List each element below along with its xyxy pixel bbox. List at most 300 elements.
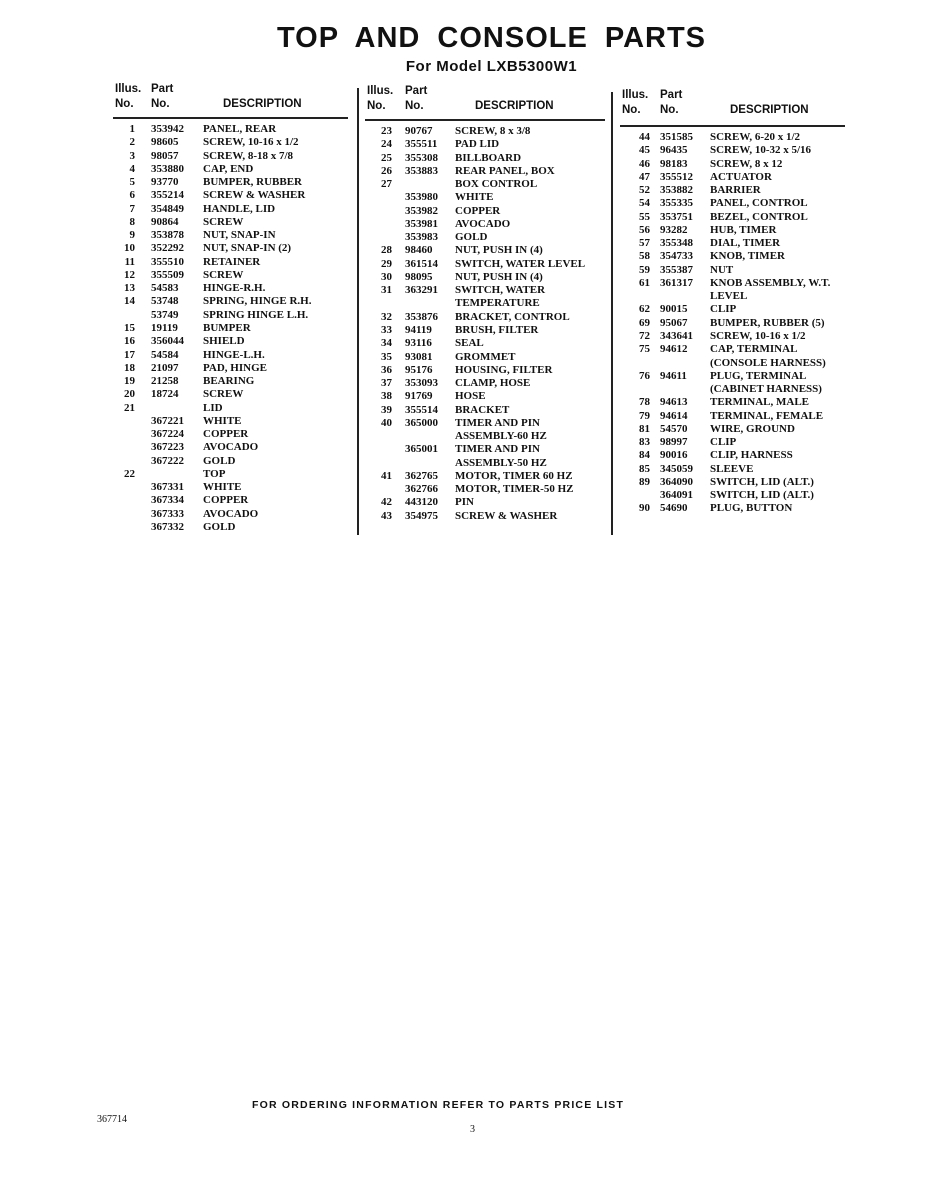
part-no: 353882	[660, 184, 693, 197]
description: HOUSING, FILTER	[455, 363, 553, 376]
column-header	[113, 83, 353, 123]
parts-row	[113, 415, 353, 428]
parts-row	[365, 218, 610, 231]
description: NUT, PUSH IN (4)	[455, 270, 543, 283]
parts-row	[365, 271, 610, 284]
illus-no: 34	[381, 337, 392, 350]
parts-row	[365, 430, 610, 443]
header-part: Part	[660, 89, 683, 101]
parts-row	[113, 295, 353, 308]
header-part: Part	[405, 85, 428, 97]
illus-no: 31	[381, 284, 392, 297]
header-rule	[620, 125, 845, 127]
parts-row	[113, 455, 353, 468]
parts-row	[620, 250, 850, 263]
part-no: 356044	[151, 335, 184, 348]
description: BRACKET, CONTROL	[455, 310, 570, 323]
description: ASSEMBLY-60 HZ	[455, 430, 547, 443]
part-no: 355308	[405, 151, 438, 164]
part-no: 363291	[405, 284, 438, 297]
parts-row	[365, 470, 610, 483]
part-no: 354849	[151, 202, 184, 215]
description: SHIELD	[203, 335, 245, 348]
part-no: 353942	[151, 123, 184, 135]
illus-no: 13	[124, 282, 135, 295]
illus-no: 18	[124, 361, 135, 374]
illus-no: 38	[381, 390, 392, 403]
part-no: 352292	[151, 242, 184, 255]
illus-no: 81	[639, 422, 650, 435]
illus-no: 14	[124, 295, 135, 308]
description: HINGE-L.H.	[203, 348, 265, 361]
parts-row	[620, 396, 850, 409]
parts-row	[620, 330, 850, 343]
header-illus-no: No.	[115, 98, 134, 110]
parts-row	[113, 388, 353, 401]
description: COPPER	[455, 204, 501, 217]
parts-row	[620, 343, 850, 356]
description: TIMER AND PIN	[455, 443, 540, 456]
parts-row	[620, 423, 850, 436]
parts-row	[365, 337, 610, 350]
part-no: 354733	[660, 250, 693, 263]
parts-row	[620, 277, 850, 290]
part-no: 95067	[660, 316, 688, 329]
description: NUT, SNAP-IN (2)	[203, 242, 292, 255]
description: PLUG, TERMINAL	[710, 369, 807, 382]
part-no: 353981	[405, 217, 438, 230]
part-no: 90016	[660, 449, 688, 462]
description: LEVEL	[710, 290, 748, 303]
header-illus: Illus.	[115, 83, 142, 95]
description: SCREW, 8 x 3/8	[455, 125, 531, 137]
illus-no: 84	[639, 449, 650, 462]
description: TEMPERATURE	[455, 297, 540, 310]
header-illus: Illus.	[622, 89, 649, 101]
part-no: 353980	[405, 191, 438, 204]
parts-row	[113, 163, 353, 176]
description: GOLD	[455, 231, 488, 244]
parts-row	[620, 264, 850, 277]
illus-no: 10	[124, 242, 135, 255]
description: SWITCH, WATER LEVEL	[455, 257, 586, 270]
part-no: 353983	[405, 231, 438, 244]
part-no: 367332	[151, 520, 184, 533]
part-no: 93116	[405, 337, 432, 350]
description: SCREW, 10-16 x 1/2	[710, 329, 806, 342]
parts-row	[113, 494, 353, 507]
part-no: 367221	[151, 414, 184, 427]
illus-no: 24	[381, 138, 392, 151]
header-part-no: No.	[660, 104, 679, 116]
description: COPPER	[203, 428, 249, 441]
parts-row	[620, 290, 850, 303]
part-no: 54584	[151, 348, 179, 361]
parts-row	[113, 229, 353, 242]
illus-no: 52	[639, 184, 650, 197]
illus-no: 44	[639, 131, 650, 143]
part-no: 362766	[405, 483, 438, 496]
description: PLUG, BUTTON	[710, 502, 793, 515]
description: AVOCADO	[203, 507, 259, 520]
parts-row	[365, 165, 610, 178]
description: SCREW	[203, 268, 244, 281]
parts-row	[620, 171, 850, 184]
description: WHITE	[203, 481, 242, 494]
illus-no: 62	[639, 303, 650, 316]
description: REAR PANEL, BOX	[455, 164, 555, 177]
illus-no: 57	[639, 237, 650, 250]
parts-row	[365, 138, 610, 151]
parts-row	[365, 390, 610, 403]
description: SCREW & WASHER	[203, 189, 306, 202]
illus-no: 26	[381, 164, 392, 177]
part-no: 98997	[660, 436, 688, 449]
description: GOLD	[203, 520, 236, 533]
part-no: 353883	[405, 164, 438, 177]
illus-no: 3	[129, 149, 135, 162]
part-no: 93081	[405, 350, 433, 363]
description: RETAINER	[203, 255, 261, 268]
description: BUMPER, RUBBER	[203, 176, 303, 189]
description: DIAL, TIMER	[710, 237, 781, 250]
part-no: 354975	[405, 509, 438, 522]
parts-row	[113, 402, 353, 415]
description: NUT	[710, 263, 734, 276]
illus-no: 43	[381, 509, 392, 522]
page-number: 3	[470, 1124, 475, 1135]
parts-row	[113, 508, 353, 521]
illus-no: 12	[124, 268, 135, 281]
illus-no: 21	[124, 401, 135, 414]
part-no: 364090	[660, 475, 693, 488]
model-subtitle: For Model LXB5300W1	[405, 58, 578, 75]
parts-row	[365, 457, 610, 470]
part-no: 355387	[660, 263, 693, 276]
parts-column-2	[365, 85, 610, 523]
part-no: 94611	[660, 369, 687, 382]
description: GOLD	[203, 454, 236, 467]
part-no: 94119	[405, 323, 432, 336]
description: ASSEMBLY-50 HZ	[455, 456, 547, 469]
part-no: 355511	[405, 138, 438, 151]
illus-no: 30	[381, 270, 392, 283]
part-no: 443120	[405, 496, 438, 509]
header-description: DESCRIPTION	[475, 100, 554, 112]
parts-row	[113, 282, 353, 295]
illus-no: 41	[381, 469, 392, 482]
part-no: 361514	[405, 257, 438, 270]
description: PAD, HINGE	[203, 361, 267, 374]
illus-no: 55	[639, 210, 650, 223]
description: ACTUATOR	[710, 170, 772, 183]
part-no: 365001	[405, 443, 438, 456]
parts-row	[365, 231, 610, 244]
illus-no: 5	[129, 176, 135, 189]
part-no: 353751	[660, 210, 693, 223]
description: KNOB, TIMER	[710, 250, 785, 263]
description: BEZEL, CONTROL	[710, 210, 808, 223]
part-no: 95176	[405, 363, 433, 376]
parts-row	[620, 463, 850, 476]
part-no: 361317	[660, 276, 693, 289]
description: MOTOR, TIMER 60 HZ	[455, 469, 573, 482]
parts-row	[113, 269, 353, 282]
parts-row	[620, 144, 850, 157]
header-illus-no: No.	[622, 104, 641, 116]
description: SEAL	[455, 337, 484, 350]
part-no: 353878	[151, 229, 184, 242]
description: BOX CONTROL	[455, 178, 538, 191]
illus-no: 46	[639, 157, 650, 170]
header-description: DESCRIPTION	[223, 98, 302, 110]
parts-row	[365, 284, 610, 297]
description: SWITCH, WATER	[455, 284, 546, 297]
description: MOTOR, TIMER-50 HZ	[455, 483, 574, 496]
part-no: 94612	[660, 343, 688, 356]
parts-row	[620, 317, 850, 330]
illus-no: 6	[129, 189, 135, 202]
description: BUMPER	[203, 321, 251, 334]
illus-no: 15	[124, 321, 135, 334]
part-no: 365000	[405, 416, 438, 429]
column-header	[620, 89, 850, 131]
part-no: 21258	[151, 375, 179, 388]
parts-row	[620, 237, 850, 250]
illus-no: 28	[381, 244, 392, 257]
parts-row	[620, 410, 850, 423]
illus-no: 1	[129, 123, 135, 135]
part-no: 98605	[151, 136, 179, 149]
parts-row	[365, 324, 610, 337]
illus-no: 9	[129, 229, 135, 242]
part-no: 98057	[151, 149, 179, 162]
part-no: 94613	[660, 396, 688, 409]
description: PAD LID	[455, 138, 500, 151]
part-no: 353982	[405, 204, 438, 217]
illus-no: 85	[639, 462, 650, 475]
illus-no: 35	[381, 350, 392, 363]
parts-row	[620, 158, 850, 171]
part-no: 53748	[151, 295, 179, 308]
part-no: 355335	[660, 197, 693, 210]
description: TIMER AND PIN	[455, 416, 540, 429]
part-no: 355510	[151, 255, 184, 268]
illus-no: 72	[639, 329, 650, 342]
part-no: 343641	[660, 329, 693, 342]
description: WIRE, GROUND	[710, 422, 795, 435]
header-rule	[365, 119, 605, 121]
parts-row	[620, 489, 850, 502]
parts-row	[113, 322, 353, 335]
parts-row	[620, 357, 850, 370]
illus-no: 32	[381, 310, 392, 323]
description: PANEL, CONTROL	[710, 197, 808, 210]
part-no: 19119	[151, 321, 178, 334]
parts-row	[113, 136, 353, 149]
column-divider	[357, 88, 359, 535]
parts-row	[620, 449, 850, 462]
illus-no: 40	[381, 416, 392, 429]
description: SWITCH, LID (ALT.)	[710, 489, 814, 502]
parts-row	[365, 191, 610, 204]
description: CLIP	[710, 303, 737, 316]
description: AVOCADO	[203, 441, 259, 454]
description: COPPER	[203, 494, 249, 507]
part-no: 367331	[151, 481, 184, 494]
part-no: 362765	[405, 469, 438, 482]
part-no: 91769	[405, 390, 433, 403]
description: BILLBOARD	[455, 151, 522, 164]
part-no: 367334	[151, 494, 184, 507]
parts-row	[113, 428, 353, 441]
parts-row	[113, 203, 353, 216]
illus-no: 27	[381, 178, 392, 191]
part-no: 353093	[405, 377, 438, 390]
parts-row	[365, 152, 610, 165]
illus-no: 11	[124, 255, 135, 268]
header-description: DESCRIPTION	[730, 104, 809, 116]
part-no: 90015	[660, 303, 688, 316]
header-illus-no: No.	[367, 100, 386, 112]
part-no: 355512	[660, 170, 693, 183]
illus-no: 58	[639, 250, 650, 263]
parts-row	[113, 176, 353, 189]
description: BUMPER, RUBBER (5)	[710, 316, 825, 329]
description: SWITCH, LID (ALT.)	[710, 475, 814, 488]
description: PIN	[455, 496, 474, 509]
description: HUB, TIMER	[710, 223, 777, 236]
parts-row	[113, 362, 353, 375]
part-no: 93282	[660, 223, 688, 236]
parts-row	[365, 351, 610, 364]
parts-column-3	[620, 89, 850, 516]
parts-row	[620, 303, 850, 316]
description: NUT, SNAP-IN	[203, 229, 276, 242]
parts-row	[365, 125, 610, 138]
parts-row	[113, 335, 353, 348]
document-number: 367714	[97, 1114, 127, 1125]
description: AVOCADO	[455, 217, 511, 230]
part-no: 345059	[660, 462, 693, 475]
description: SLEEVE	[710, 462, 754, 475]
parts-row	[365, 258, 610, 271]
illus-no: 29	[381, 257, 392, 270]
description: CLAMP, HOSE	[455, 377, 531, 390]
illus-no: 36	[381, 363, 392, 376]
description: TOP	[203, 467, 226, 480]
parts-row	[365, 510, 610, 523]
illus-no: 39	[381, 403, 392, 416]
illus-no: 69	[639, 316, 650, 329]
description: SCREW, 10-32 x 5/16	[710, 144, 812, 157]
description: CLIP	[710, 436, 737, 449]
parts-row	[620, 197, 850, 210]
illus-no: 83	[639, 436, 650, 449]
illus-no: 33	[381, 323, 392, 336]
illus-no: 54	[639, 197, 650, 210]
parts-row	[365, 297, 610, 310]
description: BEARING	[203, 375, 255, 388]
description: CLIP, HARNESS	[710, 449, 793, 462]
illus-no: 61	[639, 276, 650, 289]
parts-row	[620, 184, 850, 197]
description: SCREW, 8-18 x 7/8	[203, 149, 294, 162]
part-no: 21097	[151, 361, 179, 374]
description: PANEL, REAR	[203, 123, 277, 135]
illus-no: 4	[129, 162, 135, 175]
description: (CONSOLE HARNESS)	[710, 356, 826, 369]
illus-no: 45	[639, 144, 650, 157]
part-no: 367222	[151, 454, 184, 467]
ordering-note: FOR ORDERING INFORMATION REFER TO PARTS PRICE LIST	[252, 1099, 625, 1111]
parts-row	[113, 375, 353, 388]
illus-no: 23	[381, 125, 392, 137]
part-no: 18724	[151, 388, 179, 401]
part-no: 98460	[405, 244, 433, 257]
illus-no: 47	[639, 170, 650, 183]
description: CAP, TERMINAL	[710, 343, 798, 356]
description: SCREW	[203, 215, 244, 228]
header-rule	[113, 117, 348, 119]
parts-row	[113, 256, 353, 269]
parts-row	[113, 309, 353, 322]
description: CAP, END	[203, 162, 254, 175]
part-no: 93770	[151, 176, 179, 189]
description: HANDLE, LID	[203, 202, 276, 215]
parts-row	[620, 436, 850, 449]
parts-row	[113, 349, 353, 362]
page-title: TOP AND CONSOLE PARTS	[276, 22, 707, 54]
illus-no: 90	[639, 502, 650, 515]
description: SCREW & WASHER	[455, 509, 558, 522]
description: (CABINET HARNESS)	[710, 383, 822, 396]
part-no: 355348	[660, 237, 693, 250]
header-part-no: No.	[151, 98, 170, 110]
illus-no: 19	[124, 375, 135, 388]
column-divider	[611, 92, 613, 535]
description: SCREW	[203, 388, 244, 401]
part-no: 353876	[405, 310, 438, 323]
description: KNOB ASSEMBLY, W.T.	[710, 276, 831, 289]
illus-no: 7	[129, 202, 135, 215]
part-no: 367333	[151, 507, 184, 520]
description: TERMINAL, MALE	[710, 396, 810, 409]
parts-row	[365, 178, 610, 191]
parts-row	[113, 150, 353, 163]
description: WHITE	[203, 414, 242, 427]
parts-row	[113, 216, 353, 229]
description: BRACKET	[455, 403, 510, 416]
parts-row	[113, 189, 353, 202]
parts-row	[365, 483, 610, 496]
part-no: 351585	[660, 131, 693, 143]
parts-row	[113, 123, 353, 136]
parts-row	[113, 242, 353, 255]
illus-no: 42	[381, 496, 392, 509]
illus-no: 37	[381, 377, 392, 390]
header-part-no: No.	[405, 100, 424, 112]
description: BRUSH, FILTER	[455, 323, 539, 336]
part-no: 54583	[151, 282, 179, 295]
description: HOSE	[455, 390, 486, 403]
part-no: 98183	[660, 157, 688, 170]
parts-row	[620, 131, 850, 144]
part-no: 353880	[151, 162, 184, 175]
header-part: Part	[151, 83, 174, 95]
illus-no: 20	[124, 388, 135, 401]
parts-row	[113, 441, 353, 454]
